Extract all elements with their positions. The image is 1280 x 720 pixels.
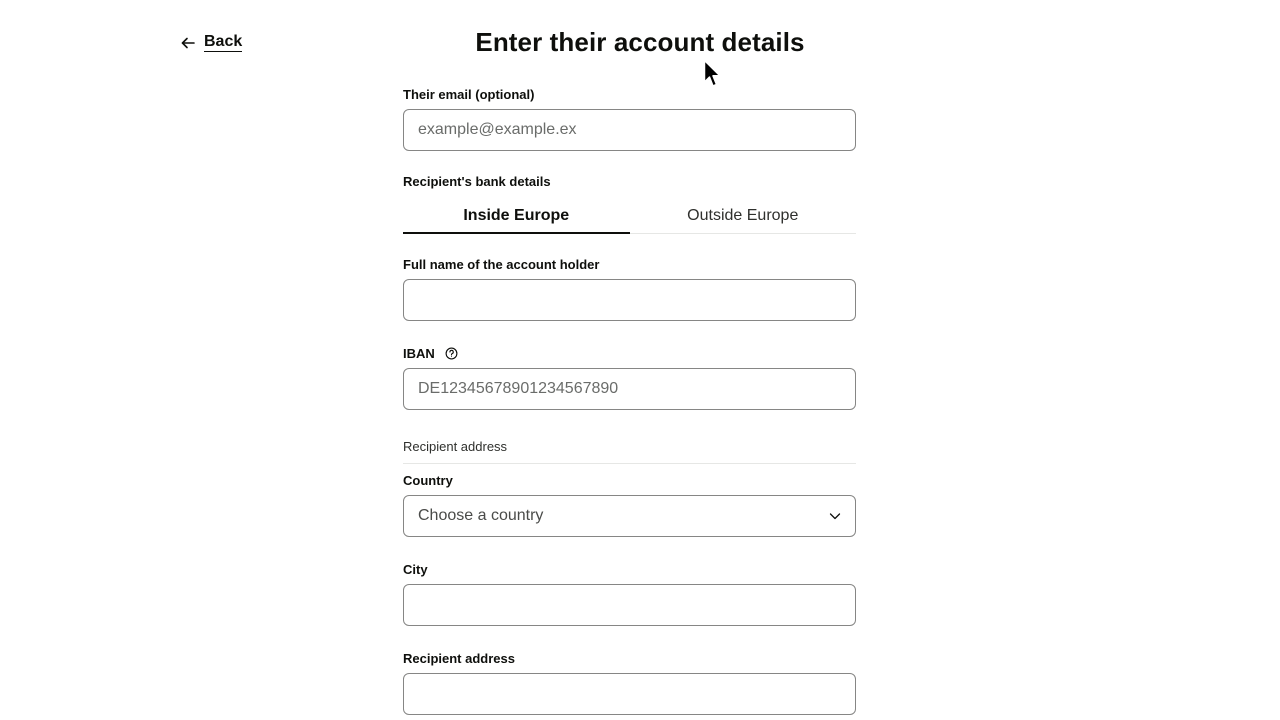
email-input[interactable]	[403, 109, 856, 151]
full-name-input[interactable]	[403, 279, 856, 321]
account-details-form	[403, 86, 856, 715]
full-name-label: Full name of the account holder	[403, 257, 600, 272]
tab-inside-europe[interactable]: Inside Europe	[403, 200, 630, 234]
bank-region-tabs	[403, 200, 856, 234]
iban-input[interactable]	[403, 368, 856, 410]
address-section-title: Recipient address	[403, 439, 508, 454]
tab-outside-europe[interactable]: Outside Europe	[687, 207, 799, 224]
country-label: Country	[403, 473, 453, 488]
city-input[interactable]	[403, 584, 856, 626]
question-circle-icon[interactable]	[445, 347, 458, 360]
country-select[interactable]	[403, 495, 856, 537]
iban-label: IBAN	[403, 346, 435, 361]
bank-details-label: Recipient's bank details	[403, 174, 551, 189]
back-label: Back	[204, 33, 243, 50]
email-label: Their email (optional)	[403, 87, 535, 102]
iban-label-row	[403, 345, 856, 362]
mouse-pointer-icon	[703, 59, 723, 89]
recipient-address-input[interactable]	[403, 673, 856, 715]
recipient-address-label: Recipient address	[403, 651, 515, 666]
chevron-down-icon	[829, 510, 841, 522]
country-select-value: Choose a country	[418, 507, 544, 524]
page-title: Enter their account details	[475, 27, 805, 57]
city-label: City	[403, 562, 428, 577]
